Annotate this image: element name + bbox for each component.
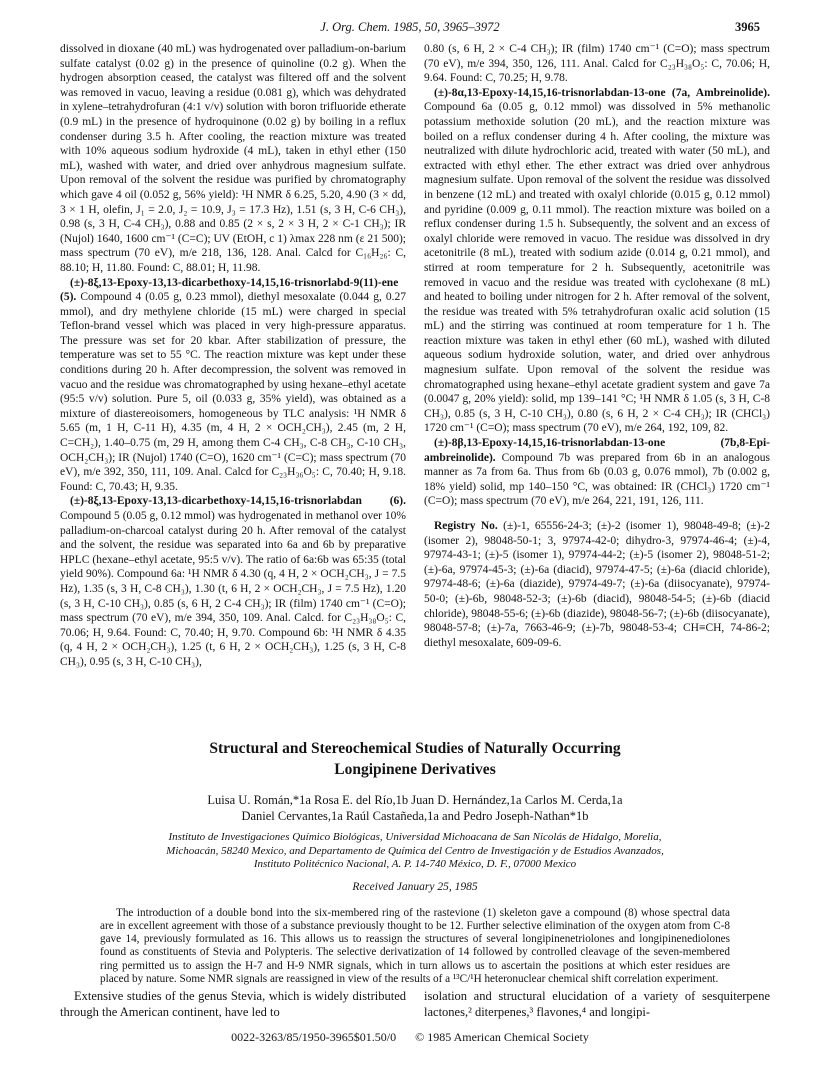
compound-heading: (±)-8ξ,13-Epoxy-13,13-dicarbethoxy-14,15,16-trisnorlabdan (6). [70, 495, 406, 508]
abstract: The introduction of a double bond into the six-membered ring of the rastevione (1) skeleton gave a compound (8) whose spectral data are in excellent agreement with those of a substance previously thought to be 12. Further selective elimination of the oxygen atom from C-8 gave 14, previously formulated as 16. This allows us to reassign the structures of several longipinenetriolones and longipinenediolones found as constituents of Stevia and Polypteris. The selective derivatization of 14 followed by controlled cleavage of the seven-membered ring permitted us to assign the H-7 and H-9 NMR signals, which in turn allows us to ascertain the positions at which ester residues are placed by nature. Some NMR signals are reassigned in view of the results of a ¹³C/¹H heteronuclear chemical shift correlation experiment. [100, 906, 730, 985]
title-line: Structural and Stereochemical Studies of Naturally Occurring [209, 740, 621, 757]
received-date: Received January 25, 1985 [352, 880, 478, 893]
paragraph-body: Compound 4 (0.05 g, 0.23 mmol), diethyl mesoxalate (0.044 g, 0.27 mmol), and dry methylene chloride (15 mL) were charged in special Teflon-brand vessel which was placed in very high-pressure apparatus. The pressure was set for 20 kbar. After stabilization of pressure, the temperature was set to 55 °C. The reaction mixture was kept under these conditions during 20 h. After decompression, the solvent was removed in vacuo and the residue was chromatographed by using hexane–ethyl acetate (95:5 v/v) solution. Pure 5, oil (0.033 g, 35% yield), was obtained as a mixture of diastereoisomers, homogeneous by TLC analysis: ¹H NMR δ 5.65 (m, 1 H, C-11 H), 4.35 (m, 4 H, 2 × OCH₂CH₃), 2.45 (m, 2 H, C=CH₂), 1.40–0.75 (m, 29 H, among them C-4 CH₃, C-8 CH₃, C-10 CH₃, OCH₂CH₃); IR (Nujol) 1740 (C=O), 1620 cm⁻¹ (C=C); mass spectrum (70 eV), m/e 392, 350, 111, 109. Anal. Calcd for C₂₃H₃₆O₅: C, 70.40; H, 9.18. Found: C, 70.43; H, 9.35. [60, 291, 406, 493]
registry-heading: Registry No. [434, 520, 498, 532]
paragraph-body: Compound 6a (0.05 g, 0.12 mmol) was dissolved in 5% methanolic potassium methoxide solution (20 mL), and the reaction mixture was boiled on a reflux condenser during 4 h. After cooling, the mixture was neutralized with dilute hydrochloric acid, treated with water (50 mL), and extracted with ethyl ether. The ether extract was dried over anhydrous magnesium sulfate. Upon removal of the solvent the residue was dissolved in benzene (12 mL) and treated with oxalyl chloride (0.015 g, 0.12 mmol) and pyridine (0.009 g, 0.11 mmol). The reaction mixture was boiled on a reflux condenser during 1.5 h. Subsequently, the solvent and an excess of oxalyl chloride were removed in vacuo. The residue was dissolved in dry acetonitrile (8 mL), treated with sodium azide (0.014 g, 0.21 mmol), and stirred at room temperature for 2 h. Subsequently, acetonitrile was removed in vacuo and the residue was treated with cyclohexane (8 mL) and heated to boiling under nitrogen for 2 h. After removal of the solvent, the residue was treated with 5% tetrahydrofuran oxalic acid solution (15 mL) and the stirring was continued at room temperature for 1 h. The reaction mixture was taken in ethyl ether (60 mL), washed with diluted aqueous sodium hydroxide solution, water, and dried over anhydrous magnesium sulfate. Upon removal of the solvent the residue was chromatographed using hexane–ethyl acetate gradient system and gave 7a (0.0047 g, 20% yield): solid, mp 139–141 °C; ¹H NMR δ 1.05 (s, 3 H, C-8 CH₃), 0.85 (s, 3 H, C-10 CH₃), 0.80 (s, 6 H, 2 × C-4 CH₃); IR (CHCl₃) 1720 cm⁻¹ (C=O); mass spectrum (70 eV), m/e 264, 192, 109, 82. [424, 101, 770, 435]
article-code: 0022-3263/85/1950-3965$01.50/0 [231, 1030, 397, 1044]
introduction-left: Extensive studies of the genus Stevia, which is widely distributed through the American continent, have led to [60, 989, 406, 1020]
paragraph-body: Compound 5 (0.05 g, 0.12 mmol) was hydrogenated in methanol over 10% palladium-on-charcoal catalyst during 20 h. After removal of the catalyst and the solvent, the residue was separated into 6a and 6b by preparative HPLC (hexane–ethyl acetate, 95:5 v/v). The ratio of 6a:6b was 65:35 (total yield 90%). Compound 6a: ¹H NMR δ 4.30 (q, 4 H, 2 × OCH₂CH₃, J = 7.5 Hz), 1.35 (s, 3 H, C-8 CH₃), 1.30 (t, 6 H, 2 × OCH₂CH₃, J = 7.5 Hz), 1.20 (s, 3 H, C-10 CH₃), 0.85 (s, 6 H, 2 C-4 CH₃); IR (film) 1740 cm⁻¹ (C=O); mass spectrum (70 eV), m/e 394, 350, 109. Anal. Calcd. for C₂₃H₃₈O₅: C, 70.06; H, 9.64. Found: C, 70.40; H, 9.70. Compound 6b: ¹H NMR δ 4.35 (q, 4 H, 2 × OCH₂CH₃), 1.25 (t, 6 H, 2 × OCH₂CH₃), 1.25 (s, 3 H, C-8 CH₃), 0.95 (s, 3 H, C-10 CH₃), [60, 510, 406, 668]
registry-body: (±)-1, 65556-24-3; (±)-2 (isomer 1), 98048-49-8; (±)-2 (isomer 2), 98048-50-1; 3, 97974-42-0; dihydro-3, 97974-46-4; (±)-4, 97974-43-1; (±)-5 (isomer 1), 97974-44-2; (±)-5 (isomer 2), 98048-51-2; (±)-6a, 97974-45-3; (±)-6a (diacid), 97974-47-5; (±)-6a (diacid chloride), 97974-48-6; (±)-6a (diazide), 97974-49-7; (±)-6a (diisocyanate), 97974-50-0; (±)-6b, 98048-52-3; (±)-6b (diacid), 98048-54-5; (±)-6b (diacid chloride), 98048-55-6; (±)-6b (diazide), 98048-56-7; (±)-6b (diisocyanate), 98048-57-8; (±)-7a, 7663-46-9; (±)-7b, 98048-53-4; CH≡CH, 74-86-2; diethyl mesoxalate, 609-09-6. [424, 520, 770, 649]
right-column [424, 42, 770, 650]
new-article [60, 738, 770, 986]
page-number: 3965 [735, 20, 760, 34]
compound-heading: (±)-8ξ,13-Epoxy-13,13-dicarbethoxy-14,15,16-trisnorlabd-9(11)-ene (5). [60, 276, 399, 304]
journal-citation: J. Org. Chem. 1985, 50, 3965–3972 [320, 20, 500, 34]
paragraph-body: Compound 7b was prepared from 6b in an analogous manner as 7a from 6a. Thus from 6b (0.03 g, 0.076 mmol), 7b (0.002 g, 18% yield) solid, mp 140–150 °C, was obtained: IR (CHCl₃) 1720 cm⁻¹ (C=O); mass spectrum (70 eV), m/e 264, 221, 191, 126, 111. [424, 451, 770, 508]
page-header [60, 20, 760, 38]
article-authors [60, 792, 770, 824]
paragraph-compound-6 [60, 494, 406, 669]
paragraph-compound-7a [424, 86, 770, 436]
copyright: © 1985 American Chemical Society [415, 1030, 589, 1044]
paragraph-continued: 0.80 (s, 6 H, 2 × C-4 CH₃); IR (film) 1740 cm⁻¹ (C=O); mass spectrum (70 eV), m/e 394, 350, 126, 111. Anal. Calcd for C₂₃H₃₈O₅: C, 70.06; H, 9.64. Found: C, 70.25; H, 9.78. [424, 43, 770, 85]
paragraph-compound-7b [424, 436, 770, 509]
authors-line: Luisa U. Román,*1a Rosa E. del Río,1b Juan D. Hernández,1a Carlos M. Cerda,1a [207, 793, 623, 807]
introduction-right: isolation and structural elucidation of a variety of sesquiterpene lactones,² diterpenes,³ flavones,⁴ and longipi- [424, 989, 770, 1020]
authors-line: Daniel Cervantes,1a Raúl Castañeda,1a and Pedro Joseph-Nathan*1b [241, 809, 589, 823]
compound-heading: (±)-8β,13-Epoxy-14,15,16-trisnorlabdan-13-one (7b,8-Epi-ambreinolide). [424, 437, 770, 464]
title-line: Longipinene Derivatives [334, 761, 496, 778]
paragraph-continued: dissolved in dioxane (40 mL) was hydrogenated over palladium-on-barium sulfate catalyst (0.02 g) in the presence of quinoline (0.2 g). When the hydrogen absorption ceased, the catalyst was filtered off and the solvent was removed in vacuo, leaving a residue (0.081 g), which was dehydrated in xylene–tetrahydrofuran (4:1 v/v) solution with boron trifluoride etherate (0.9 mL) in the presence of hydroquinone (0.02 g) by boiling in a reflux condenser during 3.5 h. After cooling, the reaction mixture was treated with 10% aqueous sodium hydroxide (4 mL), taken in ethyl ether (150 mL), washed with water, and dried over anhydrous magnesium sulfate. Upon removal of the solvent the residue was purified by chromatography which gave 4 oil (0.052 g, 56% yield): ¹H NMR δ 6.25, 5.20, 4.90 (3 × dd, 3 × 1 H, olefin, J₁ = 2.0, J₂ = 10.9, J₃ = 17.3 Hz), 1.51 (s, 3 H, C-6 CH₃), 0.98 (s, 3 H, C-4 CH₃), 0.88 and 0.85 (2 × s, 2 × 3 H, 2 × C-1 CH₃); IR (Nujol) 1640, 1600 cm⁻¹ (C=C); UV (EtOH, c 1) λmax 228 nm (ε 21 500); mass spectrum (70 eV), m/e 218, 136, 128. Anal. Calcd for C₁₆H₂₆: C, 88.10; H, 11.80. Found: C, 88.01; H, 11.98. [60, 43, 406, 274]
affiliation-line: Instituto Politécnico Nacional, A. P. 14-740 México, D. F., 07000 Mexico [253, 858, 577, 870]
affiliation-line: Michoacán, 58240 Mexico, and Departamento de Química del Centro de Investigación y de Estudios Avanzados, [166, 844, 664, 857]
article-title [60, 738, 770, 780]
paragraph-compound-5 [60, 276, 406, 495]
affiliation-line: Instituto de Investigaciones Químico Biológicas, Universidad Michoacana de San Nicolás de Hidalgo, Morelia, [168, 831, 662, 843]
compound-heading: (±)-8α,13-Epoxy-14,15,16-trisnorlabdan-13-one (7a, Ambreinolide). [434, 86, 770, 99]
left-column [60, 42, 406, 670]
article-affiliations [60, 831, 770, 872]
registry-numbers [424, 519, 770, 650]
page-footer [60, 1030, 760, 1045]
